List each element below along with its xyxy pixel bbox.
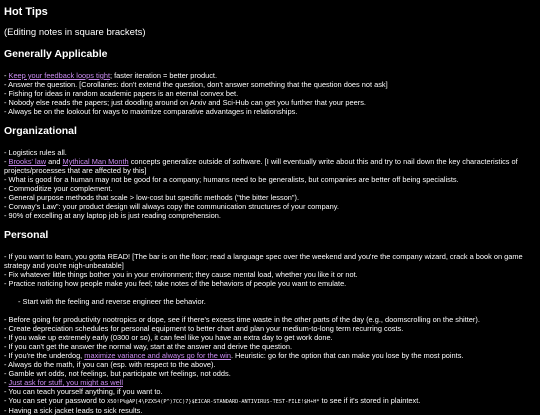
- list-item: - Logistics rules all.: [4, 147, 67, 157]
- organizational-list: [4, 148, 536, 220]
- list-item: - Answer the question. [Corollaries: don't extend the question, don't answer something that the question does not ask]: [4, 79, 388, 89]
- item-text: - You can set your password to: [4, 396, 108, 406]
- section-heading-personal: Personal: [4, 228, 49, 241]
- list-item: - Fix whatever little things bother you in your environment; they cause mental load, whether you like it or not.: [4, 269, 358, 279]
- item-prefix: -: [4, 156, 9, 166]
- list-item: - 90% of excelling at any laptop job is just reading comprehension.: [4, 210, 221, 220]
- eicar-test-string: X5O!P%@AP[4\PZX54(P^)7CC)7}$EICAR-STANDARD-ANTIVIRUS-TEST-FILE!$H+H*: [107, 399, 320, 406]
- list-item: [4, 71, 536, 80]
- list-item: - Create depreciation schedules for personal equipment to better chart and plan your medium-to-long term recurring costs.: [4, 323, 404, 333]
- page-title: Hot Tips: [4, 6, 48, 18]
- feedback-loops-link[interactable]: Keep your feedback loops tight: [8, 70, 110, 80]
- item-text: and: [46, 156, 63, 166]
- list-item: - Commoditize your complement.: [4, 183, 113, 193]
- list-item: - Fishing for ideas in random academic papers is an eternal convex bet.: [4, 88, 239, 98]
- list-item: [4, 378, 536, 387]
- brooks-law-link[interactable]: Brooks' law: [8, 156, 47, 166]
- list-item: - Start with the feeling and reverse engineer the behavior.: [18, 296, 206, 306]
- list-item: - Before going for productivity nootropics or dope, see if there's excess time waste in the other parts of the day (e.g., doomscrolling on the shitter).: [4, 314, 480, 324]
- list-item: - If you wake up extremely early (0300 or so), it can feel like you have an extra day to get work done.: [4, 333, 333, 342]
- list-item: - Practice noticing how people make you feel; take notes of the behaviors of people you want to emulate.: [4, 278, 347, 288]
- list-item: - Always do the math, if you can (esp. with respect to the above).: [4, 360, 216, 370]
- list-item: [4, 351, 536, 360]
- list-item: - If you can't get the answer the normal way, start at the answer and derive the question.: [4, 342, 293, 352]
- list-item: - Having a sick jacket leads to sick results.: [4, 405, 143, 415]
- list-item: - General purpose methods that scale > low-cost but specific methods ("the bitter lesson").: [4, 192, 300, 202]
- item-text: ; faster iteration = better product.: [110, 70, 218, 80]
- item-text: concepts generalize outside of software. [I will eventually write about this and try to nail down the key characteristics of projects/processes that are affected by this]: [4, 156, 518, 175]
- item-text: to see if it's stored in plaintext.: [319, 396, 421, 406]
- list-item: - If you want to learn, you gotta READ! [The bar is on the floor; read a language spec over the weekend and you're the company wizard, crack a book on game strategy and you're nigh-unbeatable]: [4, 251, 523, 270]
- list-item: [4, 396, 536, 405]
- list-item: - You can teach yourself anything, if you want to.: [4, 387, 163, 397]
- list-item: - Gamble wrt odds, not feelings, but participate wrt feelings, not odds.: [4, 369, 231, 379]
- page-subtitle: (Editing notes in square brackets): [4, 27, 146, 39]
- section-heading-general: Generally Applicable: [4, 47, 108, 60]
- mythical-man-month-link[interactable]: Mythical Man Month: [62, 156, 129, 166]
- item-prefix: -: [4, 70, 9, 80]
- section-heading-organizational: Organizational: [4, 124, 77, 137]
- list-item: [4, 157, 536, 175]
- maximize-variance-link[interactable]: maximize variance and always go for the win: [84, 351, 231, 361]
- item-prefix: -: [4, 378, 9, 388]
- just-ask-link[interactable]: Just ask for stuff, you might as well: [8, 378, 123, 388]
- list-item: - What is good for a human may not be good for a company; humans need to be generalists, but companies are better off being specialists.: [4, 174, 459, 184]
- general-list: [4, 71, 536, 116]
- list-item: - Nobody else reads the papers; just doodling around on Arxiv and Sci-Hub can get you further that your peers.: [4, 97, 366, 107]
- item-text: - If you're the underdog,: [4, 351, 85, 361]
- item-text: . Heuristic: go for the option that can make you lose by the most points.: [230, 351, 464, 361]
- personal-list: [4, 252, 536, 415]
- list-item: - Conway's Law": your product design will always copy the communication structures of your company.: [4, 201, 339, 211]
- list-item: - Always be on the lookout for ways to maximize comparative advantages in relationships.: [4, 106, 298, 116]
